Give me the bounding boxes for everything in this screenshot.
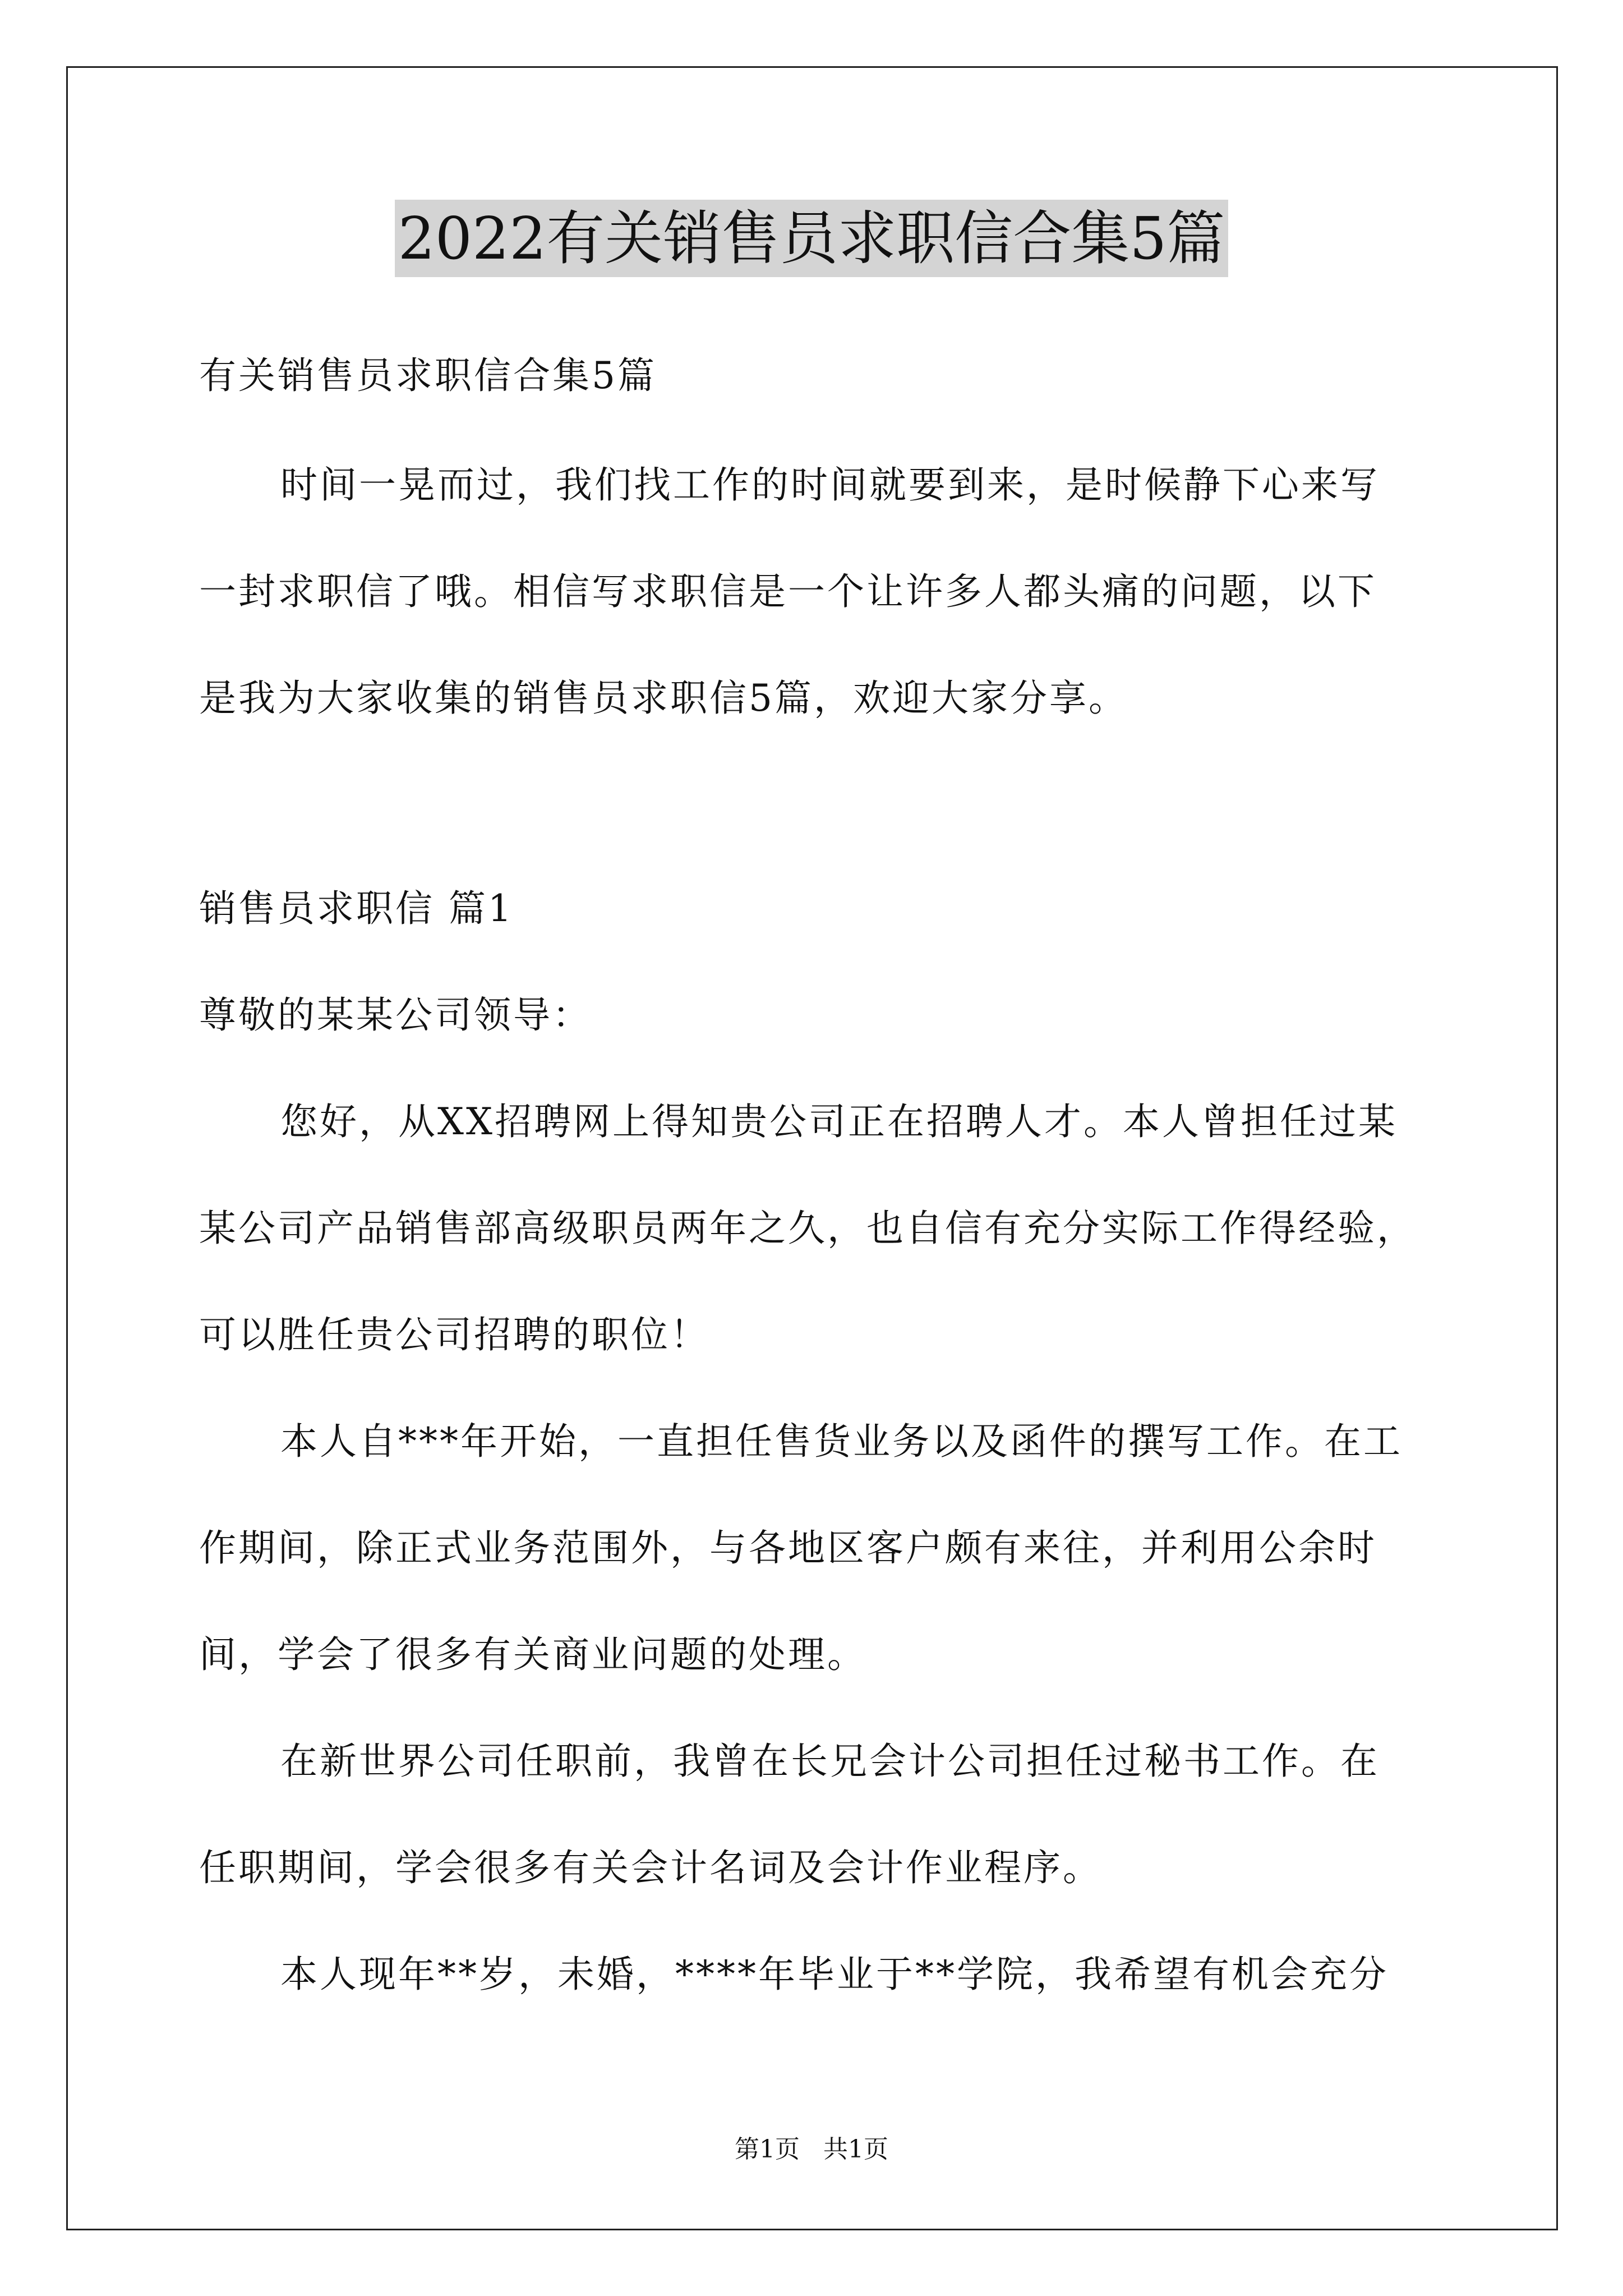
salutation: 尊敬的某某公司领导： xyxy=(199,993,592,1037)
paragraph-1-line-3: 可以胜任贵公司招聘的职位！ xyxy=(199,1313,709,1356)
intro-paragraph-line-3: 是我为大家收集的销售员求职信5篇，欢迎大家分享。 xyxy=(199,677,1128,720)
document-title-text: 2022有关销售员求职信合集5篇 xyxy=(395,200,1229,277)
document-title xyxy=(0,200,1623,277)
subtitle-line: 有关销售员求职信合集5篇 xyxy=(199,354,657,397)
paragraph-1-line-1: 您好，从XX招聘网上得知贵公司正在招聘人才。本人曾担任过某 xyxy=(280,1100,1398,1143)
intro-paragraph-line-1: 时间一晃而过，我们找工作的时间就要到来，是时候静下心来写 xyxy=(280,463,1380,507)
paragraph-3-line-1: 在新世界公司任职前，我曾在长兄会计公司担任过秘书工作。在 xyxy=(280,1740,1380,1783)
intro-paragraph-line-2: 一封求职信了哦。相信写求职信是一个让许多人都头痛的问题，以下 xyxy=(199,570,1377,613)
page-footer xyxy=(0,2133,1623,2166)
paragraph-3-line-2: 任职期间，学会很多有关会计名词及会计作业程序。 xyxy=(199,1846,1102,1889)
page-number: 第1页 共1页 xyxy=(735,2135,888,2164)
paragraph-2-line-2: 作期间，除正式业务范围外，与各地区客户颇有来往，并利用公余时 xyxy=(199,1526,1377,1570)
paragraph-1-line-2: 某公司产品销售部高级职员两年之久，也自信有充分实际工作得经验， xyxy=(199,1207,1416,1250)
section-heading: 销售员求职信 篇1 xyxy=(199,887,514,930)
paragraph-2-line-3: 间，学会了很多有关商业问题的处理。 xyxy=(199,1633,866,1676)
paragraph-4-line-1: 本人现年**岁，未婚，****年毕业于**学院，我希望有机会充分 xyxy=(280,1953,1389,1996)
paragraph-2-line-1: 本人自***年开始，一直担任售货业务以及函件的撰写工作。在工 xyxy=(280,1420,1403,1463)
